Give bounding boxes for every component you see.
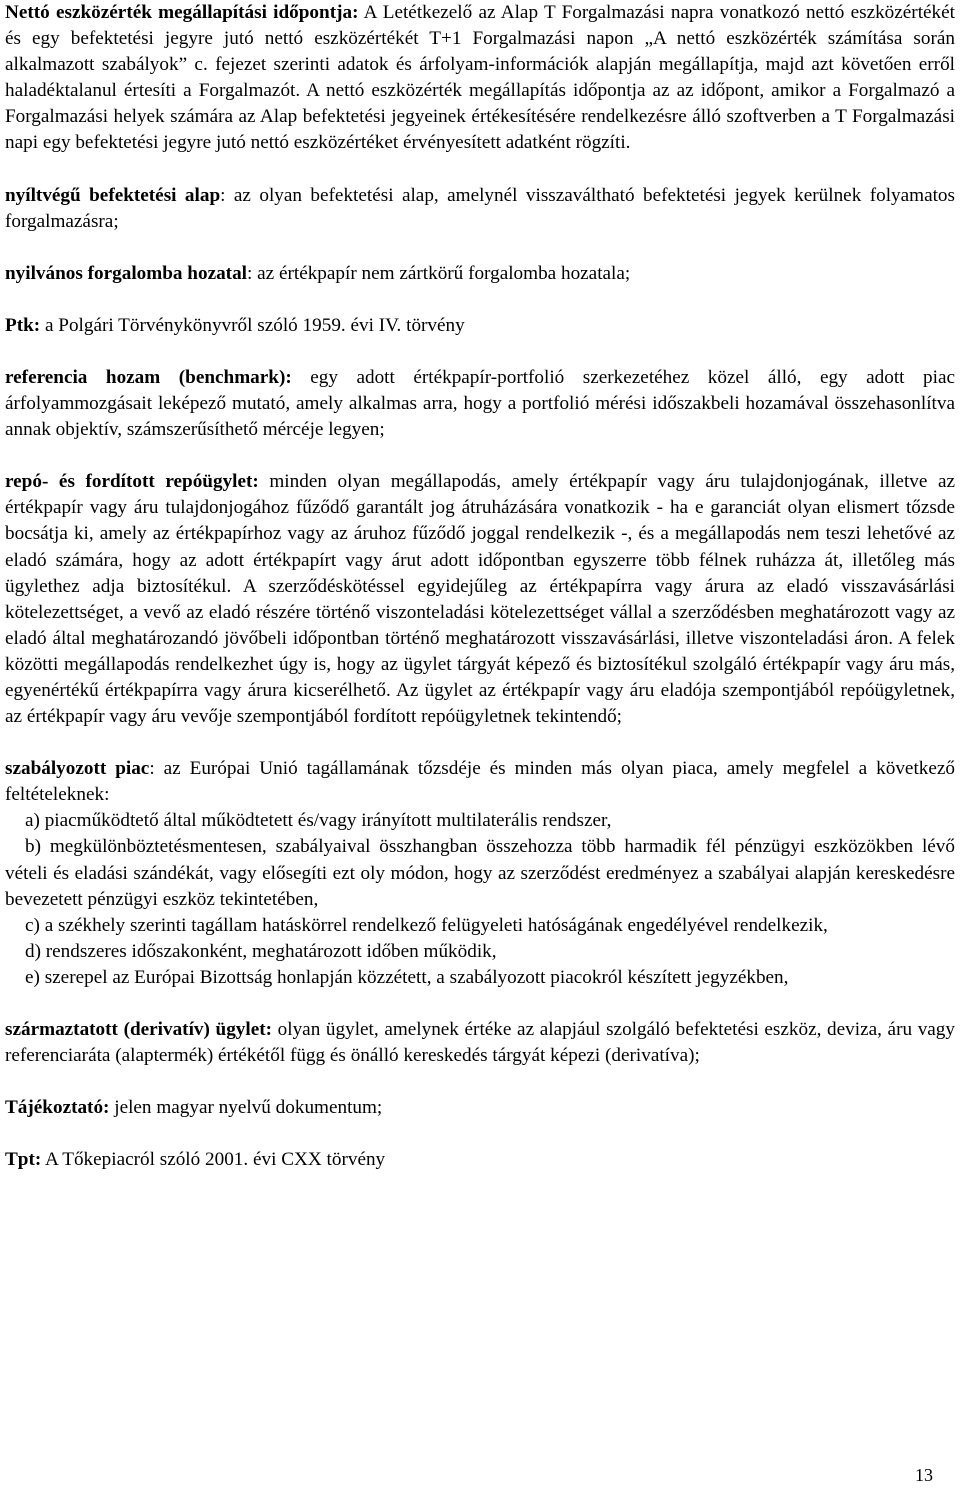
list-item: d) rendszeres időszakonként, meghatározott időben működik, [25,940,497,962]
term-szarmaztatott: származtatott (derivatív) ügylet: [5,1019,273,1040]
text-ptk: a Polgári Törvénykönyvről szóló 1959. évi IV. törvény [40,314,465,336]
list-item: c) a székhely szerinti tagállam hatáskörrel rendelkező felügyeleti hatóságának engedélyével rendelkezik, [25,914,828,936]
term-netto: Nettó eszközérték megállapítási időpontja: [5,2,359,23]
text-tpt: A Tőkepiacról szóló 2001. évi CXX törvény [41,1149,386,1171]
list-item: e) szerepel az Európai Bizottság honlapján közzétett, a szabályozott piacokról készített jegyzékben, [25,966,789,988]
text-netto: A Letétkezelő az Alap T Forgalmazási napra vonatkozó nettó eszközértékét és egy befektetési jegyre jutó nettó eszközértékét T+1 Forgalmazási napon „A nettó eszközérték számítása során alkalmazott szabályok” c. fejezet szerinti adatok és árfolyam-információk alapján megállapítja, majd azt követően erről haladéktalanul értesíti a Forgalmazót. A nettó eszközérték megállapítás időpontja az az időpont, amikor a Forgalmazó a Forgalmazási helyek számára az Alap befektetési jegyeinek értékesítésére rendelkezésre álló szoftverben a T Forgalmazási napi egy befektetési jegyre jutó nettó eszközértéket érvényesített adatként rögzíti. [5,2,955,154]
term-tpt: Tpt: [5,1149,42,1171]
term-szabalyozott: szabályozott piac [5,758,150,780]
text-referencia: egy adott értékpapír-portfolió szerkezetéhez közel álló, egy adott piac árfolyammozgásait leképező mutató, amely alkalmas arra, hogy a portfolió mérési időszakbeli hozamával összehasonlítva annak objektív, számszerűsíthető mércéje legyen; [5,366,955,441]
term-referencia: referencia hozam (benchmark): [5,366,292,388]
term-tajekoztato: Tájékoztató: [5,1097,110,1119]
term-repo: repó- és fordított repóügylet: [5,471,259,493]
definition-nyilvanos [5,261,955,287]
definition-nyiltvegu [5,183,955,235]
text-szarmaztatott: olyan ügylet, amelynek értéke az alapjául szolgáló befektetési eszköz, deviza, áru vagy referenciaráta (alaptermék) értékétől függ és önálló kereskedés tárgyát képezi (derivatíva); [5,1019,955,1067]
page-number: 13 [915,1465,933,1485]
term-nyilvanos: nyilvános forgalomba hozatal [5,262,247,284]
definition-repo [5,469,955,730]
list-item: b) megkülönböztetésmentesen, szabályaival összhangban összehozza több harmadik fél pénzügyi eszközökben lévő vételi és eladási szándékát, vagy elősegíti ezt oly módon, hogy az szerződést eredményez a szabályai alapján kereskedésre bevezetett pénzügyi eszköz tekintetében, [5,836,955,910]
definition-referencia [5,365,955,443]
text-nyilvanos: : az értékpapír nem zártkörű forgalomba hozatala; [247,262,631,284]
text-repo: minden olyan megállapodás, amely értékpapír vagy áru tulajdonjogának, illetve az értékpapír vagy áru tulajdonjogához fűződő garantált jog átruházására vonatkozik - ha e garanciát olyan elismert tőzsde bocsátja ki, amely az értékpapírhoz vagy az áruhoz fűződő joggal rendelkezik -, és a megállapodás nem teszi lehetővé az eladó számára, hogy az adott értékpapírt vagy árut adott időpontban egyszerre több félnek ruházza át, illetőleg más ügylethez adja biztosítékul. A szerződéskötéssel egyidejűleg az értékpapírra vagy árura az eladó visszavásárlási kötelezettséget, a vevő az eladó részére történő viszonteladási kötelezettséget vállal a szerződésben meghatározott vagy az eladó által meghatározandó jövőbeli időpontban történő meghatározott visszavásárlási, illetve viszonteladási áron. A felek közötti megállapodás rendelkezhet úgy is, hogy az ügylet tárgyát képező és biztosítékul szolgáló értékpapír vagy áru más, egyenértékű értékpapírra vagy árura kicserélhető. Az ügylet az értékpapír vagy áru eladója szempontjából repóügyletnek, az értékpapír vagy áru vevője szempontjából fordított repóügyletnek tekintendő; [5,471,955,728]
list-item: a) piacműködtető által működtetett és/vagy irányított multilaterális rendszer, [25,810,612,832]
term-nyiltvegu: nyíltvégű befektetési alap [5,184,221,206]
term-ptk: Ptk: [5,314,41,336]
text-szabalyozott: : az Európai Unió tagállamának tőzsdéje és minden más olyan piaca, amely megfelel a következő feltételeknek: [5,758,955,806]
definition-ptk [5,313,955,339]
definition-szarmaztatott [5,1017,955,1069]
document-page [5,0,955,1173]
definition-tajekoztato [5,1095,955,1121]
definition-tpt [5,1147,955,1173]
definition-netto [5,0,955,157]
text-nyiltvegu: : az olyan befektetési alap, amelynél visszaváltható befektetési jegyek kerülnek folyamatos forgalmazásra; [5,184,955,232]
definition-szabalyozott [5,756,955,808]
text-tajekoztato: jelen magyar nyelvű dokumentum; [109,1097,383,1119]
